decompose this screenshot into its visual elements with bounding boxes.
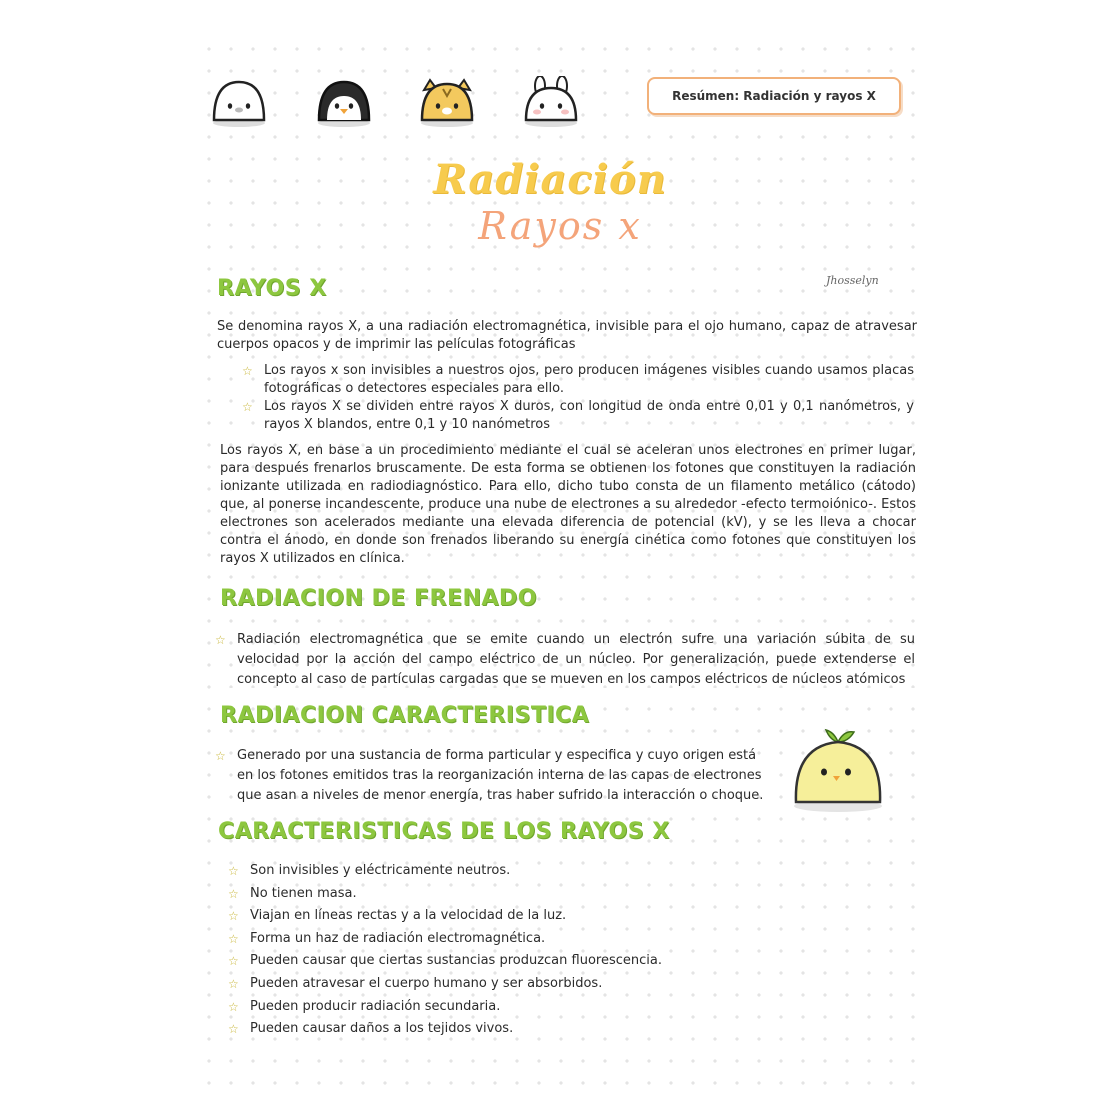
tiger-icon [416,76,478,128]
list-item: ☆ Generado por una sustancia de forma particular y especifica y cuyo origen está en los fotones emitidos tras la reorganización interna de las capas de electrones que asan a niveles de menor energía, tras haber sufrido la interacción o choque. [215,748,764,803]
page-subtitle: Rayos x [478,204,642,248]
bunny-icon [520,76,582,128]
list-item: ☆ Pueden producir radiación secundaria. [228,998,501,1014]
star-icon: ☆ [228,886,239,901]
seal-icon [208,76,270,128]
list-item: ☆ Forma un haz de radiación electromagnética. [228,930,546,946]
rayos-x-body: Los rayos X, en base a un procedimiento mediante el cual se aceleran unos electrones en primer lugar, para después frenarlos bruscamente. De esta forma se obtienen los fotones que constituyen la radiación ionizante utilizada en radiodiagnóstico. Para ello, dicho tubo consta de un filamento metálico (cátodo) que, al ponerse incandescente, produce una nube de electrones a su alrededor -efecto termoiónico-. Estos electrones son acelerados mediante una elevada diferencia de potencial (kV), y se les lleva a chocar contra el ánodo, en donde son frenados liberando su energía cinética como fotones que constituyen los rayos X utilizados en clínica. [220,443,916,566]
star-icon: ☆ [228,864,239,878]
list-item: ☆ Viajan en líneas rectas y a la velocidad de la luz. [228,908,567,924]
star-icon: ☆ [228,931,239,946]
list-item: ☆ Pueden causar que ciertas sustancias produzcan fluorescencia. [228,953,662,969]
list-item: ☆ Los rayos X se dividen entre rayos X duros, con longitud de onda entre 0,01 y 0,1 nanómetros, y rayos X blandos, entre 0,1 y 10 nanómetros [242,399,914,432]
frenado-bullets [215,630,915,690]
list-item: ☆ Pueden causar daños a los tejidos vivos. [228,1021,514,1037]
star-icon: ☆ [228,909,239,924]
list-item: ☆ Pueden atravesar el cuerpo humano y ser absorbidos. [228,975,603,991]
list-item: ☆ Los rayos x son invisibles a nuestros ojos, pero producen imágenes visibles cuando usamos placas fotográficas o detectores especiales para ello. [242,363,914,396]
section-heading-caracteristicas: CARACTERISTICAS DE LOS RAYOS X [218,819,670,844]
star-icon: ☆ [242,364,253,378]
page-title: Radiación [433,156,667,203]
star-icon: ☆ [215,633,226,647]
list-item: ☆ No tienen masa. [228,885,357,901]
section-heading-caracteristica: RADIACION CARACTERISTICA [220,703,590,728]
rayos-x-bullets [242,362,914,434]
list-item: ☆ Radiación electromagnética que se emite cuando un electrón sufre una variación súbita de su velocidad por la acción del campo eléctrico de un núcleo. Por generalización, puede extenderse el concepto al caso de partículas cargadas que se mueven en los campos eléctricos de núcleos atómicos [215,632,915,687]
list-item: ☆ Son invisibles y eléctricamente neutros. [228,863,511,878]
critter-row [208,76,588,132]
section-heading-rayos-x: RAYOS X [217,276,327,301]
caracteristica-bullets [215,746,775,806]
section-heading-frenado: RADIACION DE FRENADO [220,586,537,611]
summary-tag: Resúmen: Radiación y rayos X [647,77,901,115]
rayos-x-intro: Se denomina rayos X, a una radiación electromagnética, invisible para el ojo humano, capaz de atravesar cuerpos opacos y de imprimir las películas fotográficas [217,319,917,352]
author-signature: Jhosselyn [826,274,879,287]
star-icon: ☆ [242,400,253,414]
star-icon: ☆ [228,999,239,1014]
star-icon: ☆ [228,954,239,969]
chick-sprout-icon [788,724,888,814]
text-cutoff [230,688,920,700]
star-icon: ☆ [215,749,226,763]
star-icon: ☆ [228,976,239,991]
caracteristicas-list [228,862,788,1043]
star-icon: ☆ [228,1022,239,1037]
penguin-icon [313,76,375,128]
